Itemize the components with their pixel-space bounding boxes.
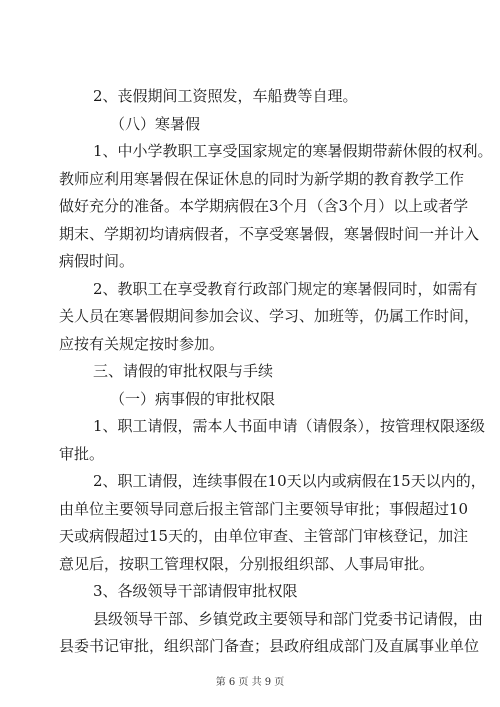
text-line: 关人员在寒暑假期间参加会议、学习、加班等，仍属工作时间， [59,307,480,325]
text-line: 教师应利用寒暑假在保证休息的同时为新学期的教育教学工作 [59,169,465,188]
text-line: 2、丧假期间工资照发，车船费等自理。 [93,87,358,105]
text-line: 审批。 [59,444,105,463]
section-heading: 三、请假的审批权限与手续 [93,362,274,380]
text-line: 2、教职工在享受教育行政部门规定的寒暑假同时，如需有 [93,279,478,298]
section-heading: 3、各级领导干部请假审批权限 [93,582,298,600]
section-heading: （一）病事假的审批权限 [110,389,276,408]
text-line: 由单位主要领导同意后报主管部门主要领导审批；事假超过10 [59,499,469,518]
text-line: 做好充分的准备。本学期病假在3个月（含3个月）以上或者学 [59,197,469,215]
text-line: 1、中小学教职工享受国家规定的寒暑假期带薪休假的权利。 [93,142,493,160]
text-line: 应按有关规定按时参加。 [59,334,225,353]
text-line: 病假时间。 [59,252,135,270]
text-line: 期末、学期初均请病假者，不享受寒暑假，寒暑假时间一并计入 [59,224,480,243]
text-line: 县级领导干部、乡镇党政主要领导和部门党委书记请假，由 [93,609,484,628]
text-line: 1、职工请假，需本人书面申请（请假条），按管理权限逐级 [93,417,486,435]
page-footer: 第 6 页 共 9 页 [215,677,285,688]
text-line: 意见后，按职工管理权限，分别报组织部、人事局审批。 [59,554,435,573]
section-heading: （八）寒暑假 [110,114,201,133]
text-line: 2、职工请假，连续事假在10天以内或病假在15天以内的， [93,472,486,490]
text-line: 县委书记审批，组织部门备查；县政府组成部门及直属事业单位 [59,637,480,655]
text-line: 天或病假超过15天的，由单位审查、主管部门审核登记，加注 [59,527,469,545]
